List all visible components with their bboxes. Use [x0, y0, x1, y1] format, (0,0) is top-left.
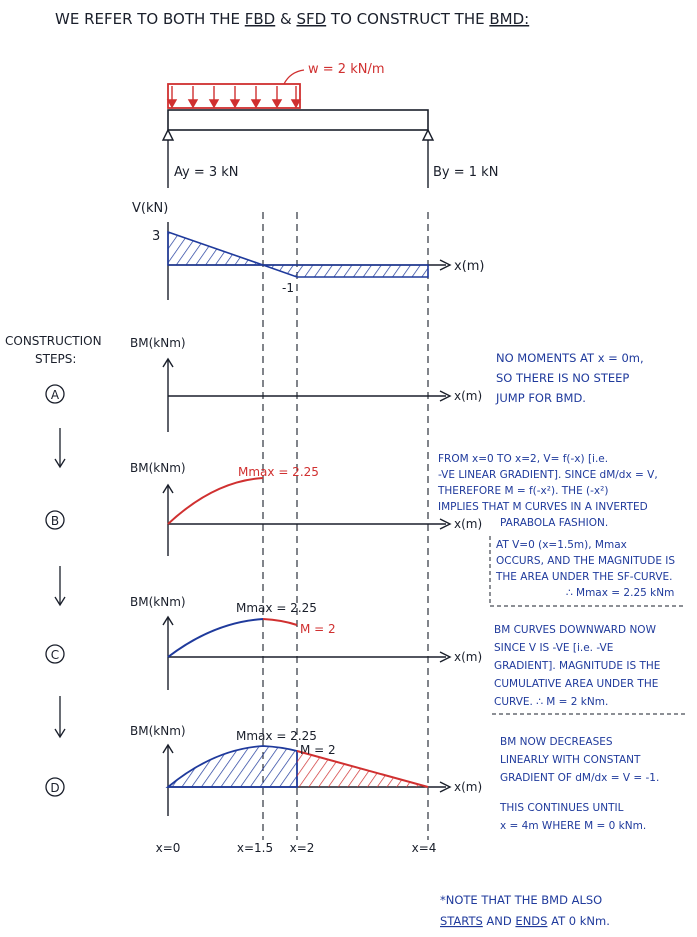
- load-label: w = 2 kN/m: [308, 62, 385, 77]
- step-badge-a: [46, 385, 64, 403]
- header-fbd: FBD: [244, 10, 276, 28]
- step-d-note: BM NOW DECREASES LINEARLY WITH CONSTANT GRADIENT OF dM/dx = V = -1. THIS CONTINUES UNTIL x = 4m WHERE M = 0 kNm.: [500, 736, 660, 832]
- beam: [168, 110, 428, 130]
- step-c-bm-curve-falling: [263, 619, 297, 625]
- load-label-leader: [284, 70, 304, 84]
- svg-text:C: C: [50, 648, 60, 662]
- step-a-xlabel: x(m): [454, 389, 483, 403]
- shear-force-diagram: [132, 201, 485, 300]
- step-a-ylabel: BM(kNm): [130, 336, 186, 350]
- sfd-value-top: 3: [152, 229, 161, 244]
- construction-title-1: CONSTRUCTION: [5, 334, 102, 348]
- sfd-xlabel: x(m): [454, 259, 485, 274]
- x-tick-2: x=2: [289, 841, 315, 855]
- free-body-diagram: [163, 62, 498, 188]
- step-arrow-3: [55, 696, 65, 737]
- footer-note-line2: STARTS AND ENDS AT 0 kNm.: [440, 914, 610, 928]
- step-badge-d: [46, 778, 64, 796]
- step-d-ylabel: BM(kNm): [130, 724, 186, 738]
- step-c-note: BM CURVES DOWNWARD NOW SINCE V IS -VE [i.e. -VE GRADIENT]. MAGNITUDE IS THE CUMULATIVE AREA UNDER THE CURVE. ∴ M = 2 kNm.: [494, 624, 661, 708]
- svg-text:B: B: [50, 514, 60, 528]
- svg-text:A: A: [50, 388, 60, 402]
- step-badge-b: [46, 511, 64, 529]
- step-a-plot: [130, 336, 482, 432]
- step-d-rising-area: [168, 746, 297, 787]
- step-badge-c: [46, 645, 64, 663]
- x-tick-0: x=0: [155, 841, 181, 855]
- step-c-ylabel: BM(kNm): [130, 595, 186, 609]
- header-sfd: SFD: [296, 10, 327, 28]
- step-b-ylabel: BM(kNm): [130, 461, 186, 475]
- sfd-positive-area: [168, 232, 263, 265]
- guide-lines: [263, 212, 428, 840]
- x-tick-1-5: x=1.5: [236, 841, 274, 855]
- support-a-icon: [163, 130, 173, 140]
- sfd-negative-area: [263, 265, 428, 277]
- footer-note-line1: *NOTE THAT THE BMD ALSO: [440, 893, 603, 907]
- step-c-bm-curve-rising: [168, 619, 263, 657]
- x-tick-4: x=4: [411, 841, 437, 855]
- step-d-xlabel: x(m): [454, 780, 483, 794]
- step-c-xlabel: x(m): [454, 650, 483, 664]
- step-d-plot: [130, 724, 482, 816]
- step-b-note: FROM x=0 TO x=2, V= f(-x) [i.e. -VE LINEAR GRADIENT]. SINCE dM/dx = V, THEREFORE M = f(-x²). THE (-x²) IMPLIES THAT M CURVES IN A INVERTED PARABOLA FASHION.: [438, 453, 658, 529]
- step-b-xlabel: x(m): [454, 517, 483, 531]
- step-arrow-1: [55, 428, 65, 467]
- step-c-m2-label: M = 2: [300, 622, 336, 636]
- step-c-mmax-label: Mmax = 2.25: [236, 601, 317, 615]
- sfd-ylabel: V(kN): [132, 201, 169, 216]
- step-b-plot: [130, 461, 482, 556]
- step-d-m2-label: M = 2: [300, 743, 336, 757]
- step-b-subnote: AT V=0 (x=1.5m), Mmax OCCURS, AND THE MAGNITUDE IS THE AREA UNDER THE SF-CURVE. ∴ Mmax = 2.25 kNm: [496, 539, 676, 599]
- step-a-note: NO MOMENTS AT x = 0m, SO THERE IS NO STEEP JUMP FOR BMD.: [496, 351, 644, 405]
- construction-title-2: STEPS:: [35, 352, 77, 366]
- reaction-a-label: Ay = 3 kN: [174, 165, 239, 180]
- step-d-mmax-label: Mmax = 2.25: [236, 729, 317, 743]
- sfd-value-bottom: -1: [282, 281, 294, 295]
- header-bmd: BMD:: [489, 10, 530, 28]
- reaction-b-label: By = 1 kN: [433, 165, 499, 180]
- svg-text:D: D: [50, 781, 60, 795]
- step-b-bm-curve: [168, 478, 263, 524]
- header-title: WE REFER TO BOTH THE FBD & SFD TO CONSTRUCT THE BMD:: [55, 10, 530, 28]
- support-b-icon: [423, 130, 433, 140]
- step-b-mmax-label: Mmax = 2.25: [238, 465, 319, 479]
- step-c-plot: [130, 595, 482, 690]
- load-arrows: [168, 86, 300, 107]
- step-arrow-2: [55, 566, 65, 605]
